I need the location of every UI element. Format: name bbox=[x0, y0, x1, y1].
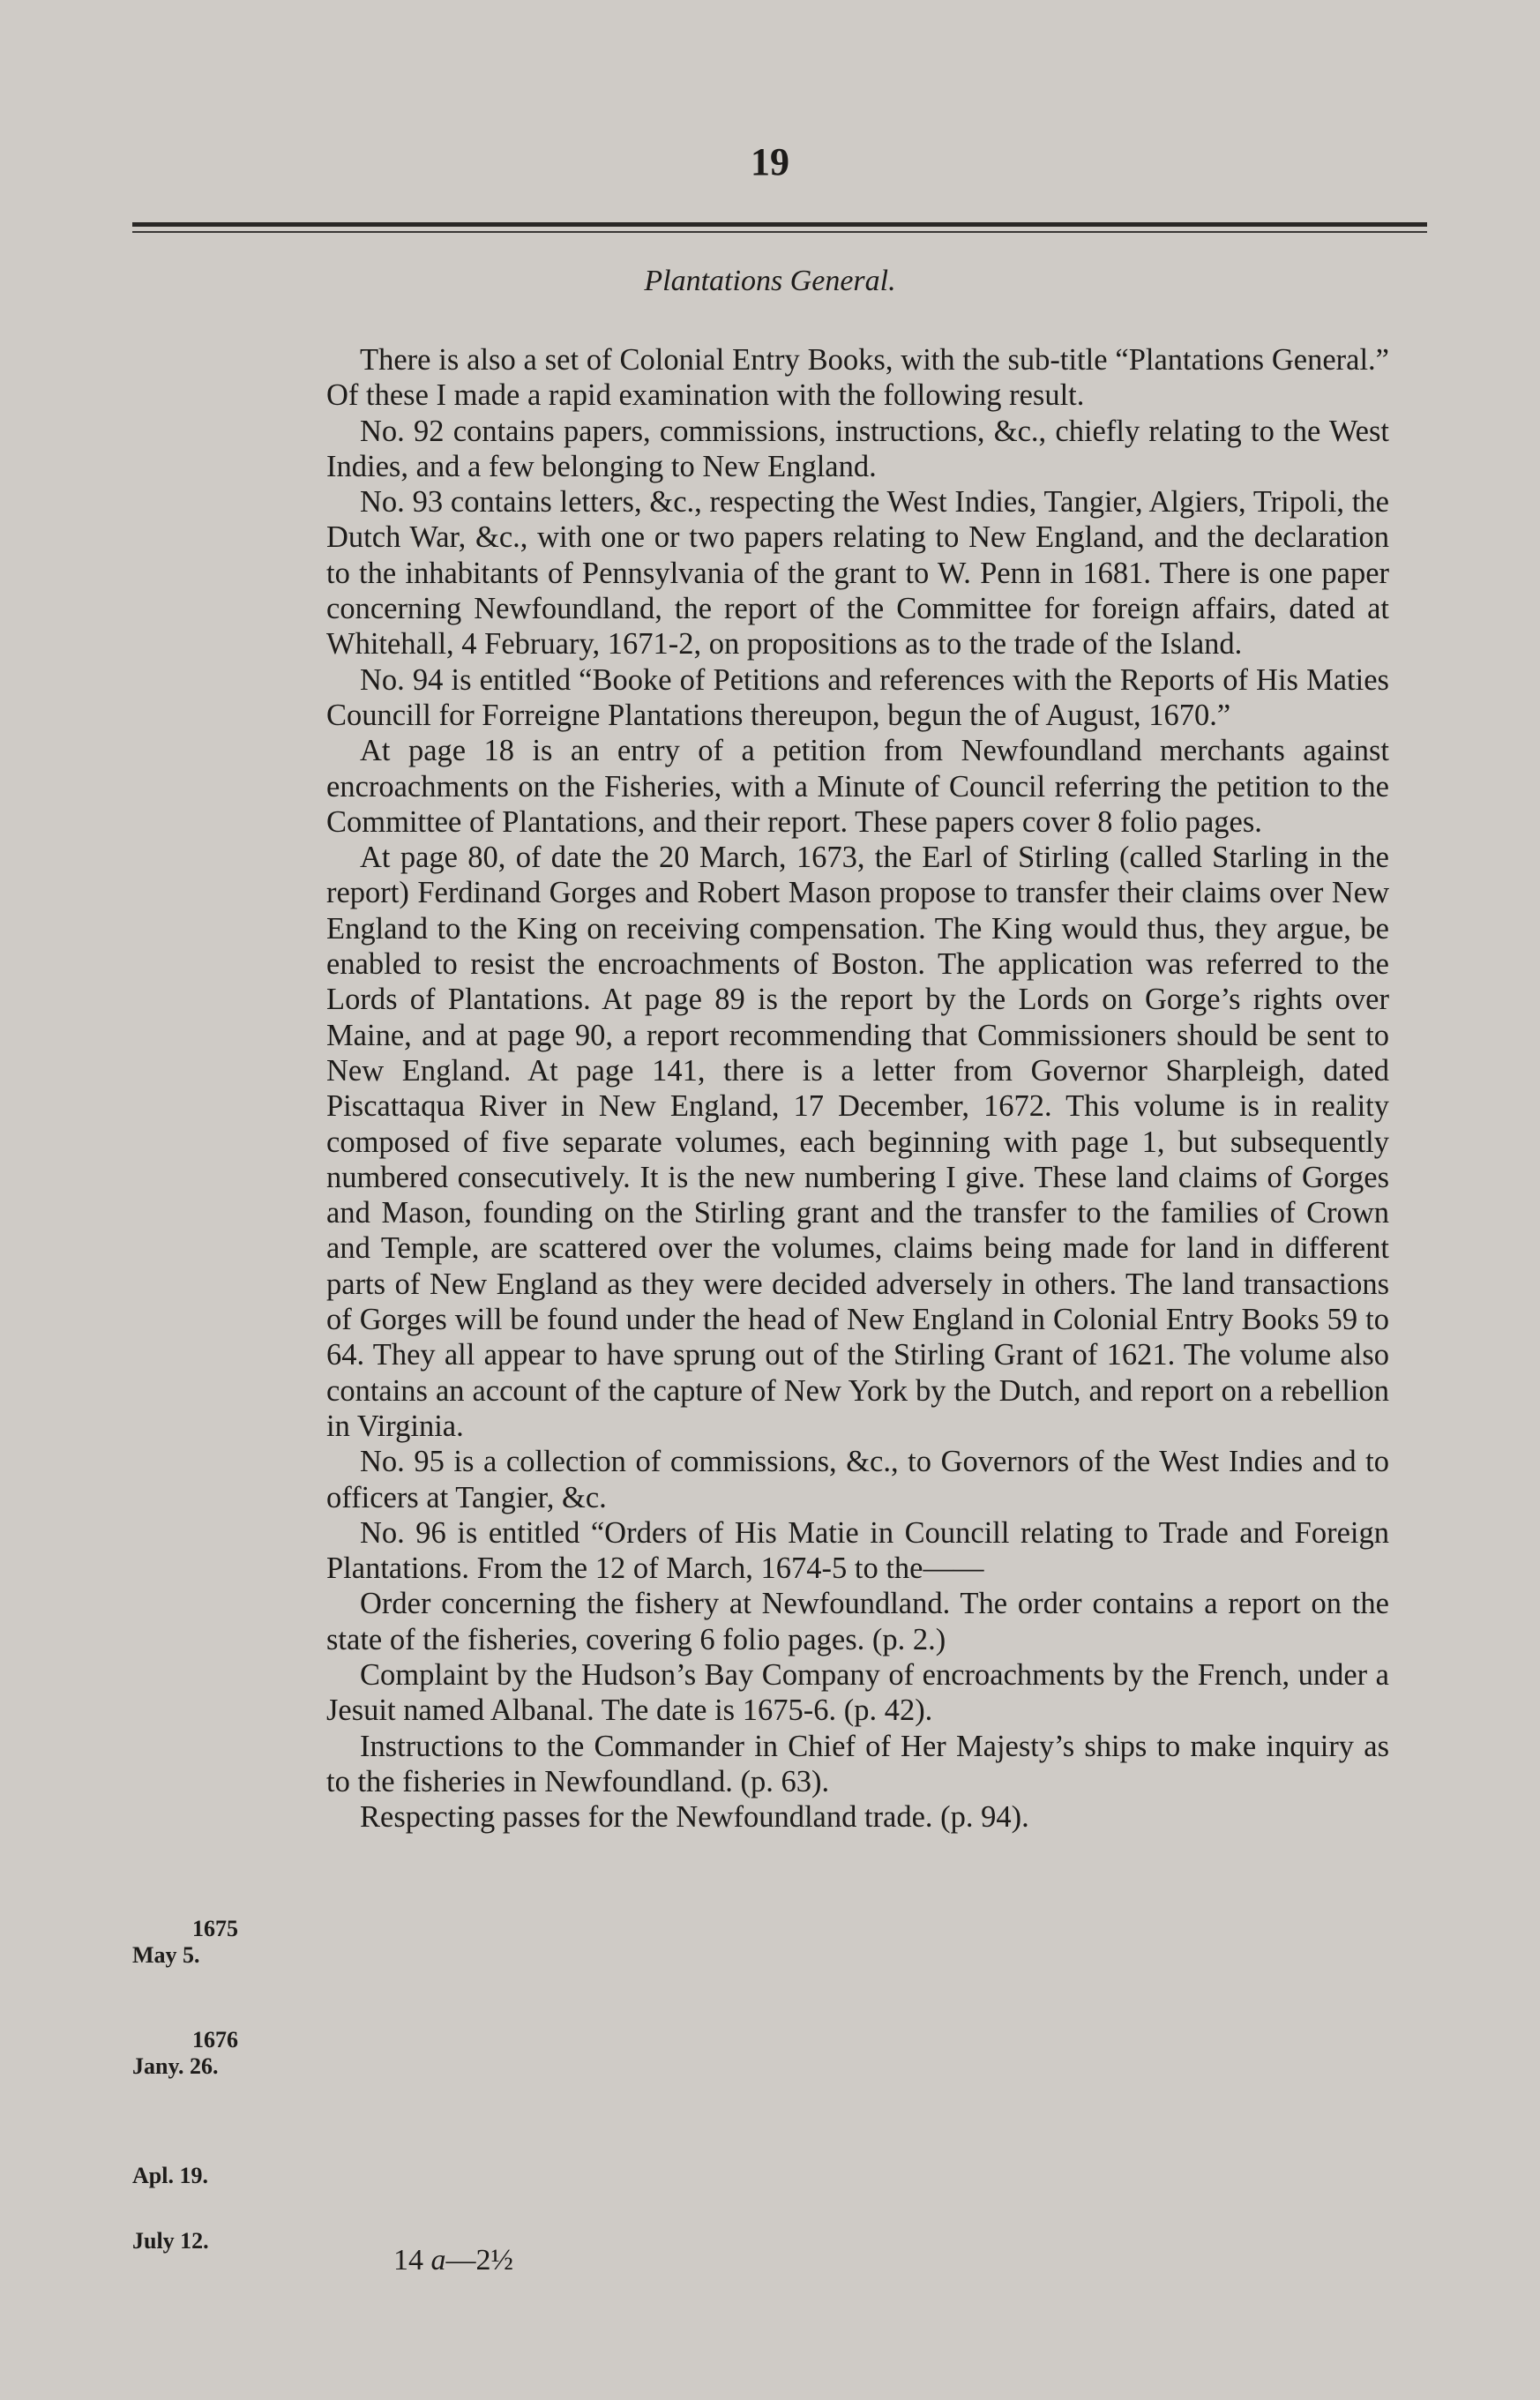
margin-note bbox=[132, 2228, 265, 2254]
signature-number: 14 bbox=[393, 2244, 423, 2277]
header-rule-thin bbox=[132, 231, 1427, 233]
section-title: Plantations General. bbox=[644, 265, 896, 297]
margin-note bbox=[132, 2163, 265, 2189]
margin-note bbox=[132, 1916, 265, 1969]
paragraph: No. 94 is entitled “Booke of Petitions and references with the Reports of His Maties Councill for Forreigne Plantations thereupon, begun the of August, 1670.” bbox=[326, 662, 1389, 732]
paragraph: At page 80, of date the 20 March, 1673, the Earl of Stirling (called Starling in the report) Ferdinand Gorges and Robert Mason propose to transfer their claims over New England to the King on receiving compensation. The King would thus, they argue, be enabled to resist the encroachments of Boston. The application was referred to the Lords of Plantations. At page 89 is the report by the Lords on Gorge’s rights over Maine, and at page 90, a report recommending that Commissioners should be sent to New England. At page 141, there is a letter from Governor Sharpleigh, dated Piscattaqua River in New England, 17 December, 1672. This volume is in reality composed of five separate volumes, each beginning with page 1, but subsequently numbered consecutively. It is the new numbering I give. These land claims of Gorges and Mason, founding on the Stirling grant and the transfer to the families of Crown and Temple, are scattered over the volumes, claims being made for land in different parts of New England as they were decided adversely in others. The land transactions of Gorges will be found under the head of New England in Colonial Entry Books 59 to 64. They all appear to have sprung out of the Stirling Grant of 1621. The volume also contains an account of the capture of New York by the Dutch, and report on a rebellion in Virginia. bbox=[326, 841, 1389, 1443]
margin-note-year: 1675 bbox=[192, 1916, 238, 1941]
margin-note-date: July 12. bbox=[132, 2228, 209, 2254]
signature-mark bbox=[393, 2244, 513, 2277]
signature-letter: a bbox=[430, 2244, 446, 2277]
page-number: 19 bbox=[751, 140, 789, 183]
margin-note-date: Apl. 19. bbox=[132, 2163, 208, 2188]
paragraph: Instructions to the Commander in Chief of Her Majesty’s ships to make inquiry as to the fisheries in Newfoundland. (p. 63). bbox=[326, 1729, 1389, 1798]
signature-suffix: —2½ bbox=[445, 2244, 513, 2277]
body-text bbox=[326, 342, 1389, 1835]
header-rule bbox=[132, 222, 1427, 227]
paragraph: Complaint by the Hudson’s Bay Company of encroachments by the French, under a Jesuit named Albanal. The date is 1675-6. (p. 42). bbox=[326, 1657, 1389, 1728]
paragraph: There is also a set of Colonial Entry Books, with the sub-title “Plantations General.” Of these I made a rapid examination with the following result. bbox=[326, 343, 1389, 413]
margin-note-date: May 5. bbox=[132, 1942, 200, 1968]
margin-note-date: Jany. 26. bbox=[132, 2053, 219, 2079]
paragraph: At page 18 is an entry of a petition from Newfoundland merchants against encroachments on the Fisheries, with a Minute of Council referring the petition to the Committee of Plantations, and their report. These papers cover 8 folio pages. bbox=[326, 734, 1389, 839]
paragraph: No. 95 is a collection of commissions, &c., to Governors of the West Indies and to officers at Tangier, &c. bbox=[326, 1445, 1389, 1514]
paragraph: Respecting passes for the Newfoundland trade. (p. 94). bbox=[360, 1800, 1029, 1835]
paragraph: No. 96 is entitled “Orders of His Matie in Councill relating to Trade and Foreign Plantations. From the 12 of March, 1674-5 to the—— bbox=[326, 1515, 1389, 1586]
paragraph: Order concerning the fishery at Newfoundland. The order contains a report on the state of the fisheries, covering 6 folio pages. (p. 2.) bbox=[326, 1587, 1389, 1656]
paragraph: No. 93 contains letters, &c., respecting the West Indies, Tangier, Algiers, Tripoli, the Dutch War, &c., with one or two papers relating to New England, and the declaration to the inhabitants of Pennsylvania of the grant to W. Penn in 1681. There is one paper concerning Newfoundland, the report of the Committee for foreign affairs, dated at Whitehall, 4 February, 1671-2, on propositions as to the trade of the Island. bbox=[326, 485, 1389, 662]
paragraph: No. 92 contains papers, commissions, instructions, &c., chiefly relating to the West Indies, and a few belonging to New England. bbox=[326, 414, 1389, 483]
margin-note-year: 1676 bbox=[192, 2027, 238, 2052]
margin-note bbox=[132, 2027, 265, 2080]
